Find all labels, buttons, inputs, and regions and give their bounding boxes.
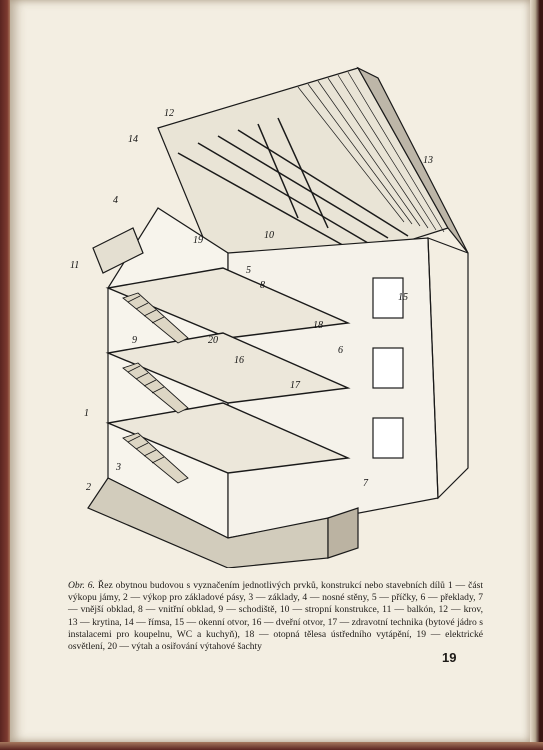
callout-5: 5 bbox=[246, 265, 251, 276]
page-edge bbox=[530, 0, 543, 750]
figure-label: Obr. 6. bbox=[68, 580, 95, 591]
callout-16: 16 bbox=[234, 355, 244, 366]
callout-7: 7 bbox=[363, 478, 368, 489]
callout-6: 6 bbox=[338, 345, 343, 356]
callout-14: 14 bbox=[128, 134, 138, 145]
page-number: 19 bbox=[442, 650, 457, 665]
figure-caption-text: Řez obytnou budovou s vyznačením jednotlivých prvků, konstrukcí nebo stavebních dílů 1 — část výkopu jámy, 2 — výkop pro základové pásy, 3 — základy, 4 — nosné stěny, 5 — příčky, 6 — překlady, 7 — vnější obklad, 8 — vnitřní obklad, 9 — schodiště, 10 — stropní konstrukce, 11 — balkón, 12 — krov, 13 — krytina, 14 — římsa, 15 — okenní otvor, 16 — dveřní otvor, 17 — zdravotní technika (bytové jádro s instalacemi pro koupelnu, WC a kuchyň), 18 — otopná tělesa ústředního vytápění, 19 — elektrické osvětlení, 20 — výtah a osiřování výtahové šachty bbox=[68, 580, 483, 653]
callout-1: 1 bbox=[84, 408, 89, 419]
callout-4: 4 bbox=[113, 195, 118, 206]
callout-9: 9 bbox=[132, 335, 137, 346]
callout-19: 19 bbox=[193, 235, 203, 246]
callout-15: 15 bbox=[398, 292, 408, 303]
callout-3: 3 bbox=[116, 462, 121, 473]
callout-11: 11 bbox=[70, 260, 80, 271]
callout-18: 18 bbox=[313, 320, 323, 331]
building-section-illustration bbox=[28, 38, 528, 568]
callout-8: 8 bbox=[260, 280, 265, 291]
callout-20: 20 bbox=[208, 335, 218, 346]
callout-2: 2 bbox=[86, 482, 91, 493]
figure-caption bbox=[68, 580, 483, 653]
callout-12: 12 bbox=[164, 108, 174, 119]
callout-17: 17 bbox=[290, 380, 300, 391]
callout-13: 13 bbox=[423, 155, 433, 166]
book-page bbox=[10, 0, 530, 742]
callout-10: 10 bbox=[264, 230, 274, 241]
book-bottom-edge bbox=[0, 742, 543, 750]
